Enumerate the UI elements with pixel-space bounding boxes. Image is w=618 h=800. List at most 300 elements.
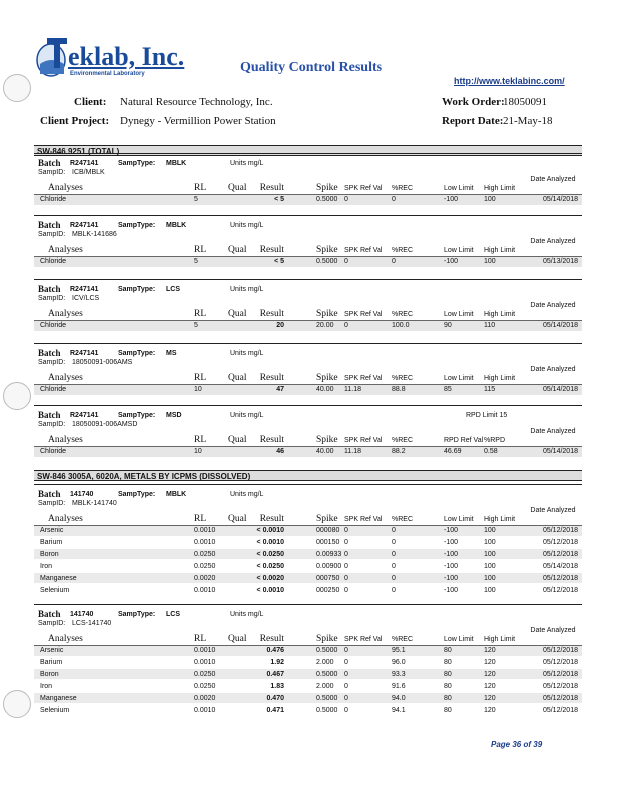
- cell-spike: 000150: [316, 539, 340, 546]
- samp-id-value: MBLK-141740: [72, 500, 117, 507]
- section-title: SW-846 9251 (TOTAL): [34, 145, 582, 156]
- samp-type-label: SampType:: [118, 350, 156, 357]
- logo-text: eklab, Inc.: [68, 42, 185, 71]
- cell-col8: 80: [444, 647, 452, 654]
- cell-rec: 0: [392, 539, 396, 546]
- section-title: SW-846 3005A, 6020A, METALS BY ICPMS (DISSOLVED): [34, 470, 582, 481]
- column-header-result: Result: [259, 183, 284, 193]
- teklab-logo-icon: [36, 34, 66, 78]
- cell-rl: 5: [194, 258, 198, 265]
- cell-rl: 5: [194, 196, 198, 203]
- cell-result: 46: [276, 448, 284, 455]
- cell-spike: 0.00933: [316, 551, 342, 558]
- column-header-rl: RL: [194, 634, 207, 644]
- batch-id: R247141: [70, 160, 99, 167]
- samp-type-label: SampType:: [118, 611, 156, 618]
- batch-label: Batch: [38, 410, 61, 420]
- cell-result: 0.470: [266, 695, 284, 702]
- column-header-analyte: Analyses: [48, 245, 83, 255]
- rpd-limit: RPD Limit 15: [466, 412, 508, 419]
- cell-rec: 88.2: [392, 448, 406, 455]
- batch-id: R247141: [70, 222, 99, 229]
- cell-analyte: Chloride: [40, 196, 67, 203]
- cell-spk-ref-val: 0: [344, 587, 348, 594]
- cell-result: < 0.0250: [256, 551, 284, 558]
- cell-spk-ref-val: 0: [344, 563, 348, 570]
- column-header-qual: Qual: [228, 183, 247, 193]
- cell-spike: 000080: [316, 527, 340, 534]
- column-header-analyte: Analyses: [48, 373, 83, 383]
- cell-col8: -100: [444, 527, 459, 534]
- column-header-date: Date Analyzed: [530, 238, 576, 245]
- table-row: [34, 525, 582, 536]
- website-link[interactable]: http://www.teklabinc.com/: [454, 76, 565, 86]
- cell-rl: 10: [194, 448, 202, 455]
- column-header-date: Date Analyzed: [530, 176, 576, 183]
- cell-rec: 93.3: [392, 671, 406, 678]
- samp-type-value: MS: [166, 350, 177, 357]
- cell-result: 0.471: [266, 707, 284, 714]
- table-row: [34, 705, 582, 715]
- logo-subtitle: Environmental Laboratory: [70, 71, 145, 77]
- cell-date-analyzed: 05/12/2018: [542, 683, 578, 690]
- table-row: [34, 256, 582, 267]
- cell-rec: 0: [392, 258, 396, 265]
- column-header-col8: Low Limit: [444, 247, 474, 254]
- column-header-analyte: Analyses: [48, 309, 83, 319]
- cell-spike: 2.000: [316, 683, 334, 690]
- units-label: Units mg/L: [230, 611, 264, 618]
- cell-rec: 96.0: [392, 659, 406, 666]
- cell-rl: 0.0010: [194, 539, 216, 546]
- cell-rec: 0: [392, 575, 396, 582]
- client-value: Natural Resource Technology, Inc.: [120, 96, 273, 108]
- work-order-value: 18050091: [503, 96, 547, 108]
- column-header-spk-ref-val: SPK Ref Val: [344, 516, 383, 523]
- cell-spk-ref-val: 0: [344, 539, 348, 546]
- cell-spk-ref-val: 0: [344, 322, 348, 329]
- samp-type-label: SampType:: [118, 160, 156, 167]
- cell-rec: 94.0: [392, 695, 406, 702]
- cell-col8: 80: [444, 671, 452, 678]
- qc-batch-block: [34, 405, 582, 470]
- cell-spk-ref-val: 0: [344, 683, 348, 690]
- batch-id: R247141: [70, 412, 99, 419]
- cell-rl: 0.0010: [194, 527, 216, 534]
- samp-type-value: MBLK: [166, 491, 187, 498]
- cell-analyte: Boron: [40, 671, 59, 678]
- cell-spike: 000750: [316, 575, 340, 582]
- cell-rec: 0: [392, 527, 396, 534]
- column-header-qual: Qual: [228, 309, 247, 319]
- cell-result: 47: [276, 386, 284, 393]
- cell-rec: 95.1: [392, 647, 406, 654]
- cell-rec: 100.0: [392, 322, 410, 329]
- units-label: Units mg/L: [230, 491, 264, 498]
- column-header-rl: RL: [194, 245, 207, 255]
- cell-col9: 120: [484, 707, 496, 714]
- cell-date-analyzed: 05/12/2018: [542, 671, 578, 678]
- cell-rl: 5: [194, 322, 198, 329]
- cell-col9: 120: [484, 695, 496, 702]
- column-header-result: Result: [259, 309, 284, 319]
- qc-batch-block: [34, 484, 582, 609]
- qc-batch-block: [34, 215, 582, 280]
- column-header-rec: %REC: [392, 185, 414, 192]
- cell-result: < 5: [274, 196, 284, 203]
- cell-date-analyzed: 05/12/2018: [542, 707, 578, 714]
- cell-col8: 90: [444, 322, 452, 329]
- cell-result: 20: [276, 322, 284, 329]
- cell-col9: 100: [484, 551, 496, 558]
- units-label: Units mg/L: [230, 286, 264, 293]
- cell-col8: 80: [444, 683, 452, 690]
- column-header-col8: Low Limit: [444, 311, 474, 318]
- column-header-qual: Qual: [228, 435, 247, 445]
- punch-hole: [3, 382, 31, 410]
- column-header-result: Result: [259, 435, 284, 445]
- page-number: Page 36 of 39: [491, 740, 543, 749]
- cell-rec: 0: [392, 551, 396, 558]
- cell-analyte: Selenium: [40, 587, 70, 594]
- cell-rec: 0: [392, 196, 396, 203]
- cell-rl: 0.0010: [194, 707, 216, 714]
- table-row: [34, 446, 582, 457]
- cell-analyte: Arsenic: [40, 527, 64, 534]
- cell-col8: 80: [444, 707, 452, 714]
- column-header-spk-ref-val: SPK Ref Val: [344, 636, 383, 643]
- table-row: [34, 585, 582, 595]
- column-header-date: Date Analyzed: [530, 302, 576, 309]
- samp-id-label: SampID:: [38, 421, 66, 428]
- cell-spike: 0.5000: [316, 671, 338, 678]
- cell-col8: -100: [444, 563, 459, 570]
- column-header-rec: %REC: [392, 636, 414, 643]
- cell-spike: 2.000: [316, 659, 334, 666]
- cell-rl: 0.0250: [194, 551, 216, 558]
- batch-label: Batch: [38, 284, 61, 294]
- cell-analyte: Arsenic: [40, 647, 64, 654]
- batch-id: 141740: [70, 611, 94, 618]
- column-header-col8: Low Limit: [444, 185, 474, 192]
- cell-col8: -100: [444, 196, 459, 203]
- column-header-col8: Low Limit: [444, 516, 474, 523]
- column-header-spike: Spike: [316, 634, 338, 644]
- cell-rl: 0.0010: [194, 659, 216, 666]
- column-header-col8: RPD Ref Val: [444, 437, 484, 444]
- cell-date-analyzed: 05/12/2018: [542, 659, 578, 666]
- column-header-date: Date Analyzed: [530, 627, 576, 634]
- column-header-result: Result: [259, 245, 284, 255]
- cell-rl: 0.0250: [194, 563, 216, 570]
- cell-spk-ref-val: 0: [344, 695, 348, 702]
- column-header-qual: Qual: [228, 245, 247, 255]
- cell-date-analyzed: 05/14/2018: [542, 386, 578, 393]
- table-row: [34, 561, 582, 571]
- column-header-rl: RL: [194, 373, 207, 383]
- batch-id: R247141: [70, 286, 99, 293]
- samp-id-label: SampID:: [38, 295, 66, 302]
- batch-id: R247141: [70, 350, 99, 357]
- column-header-rl: RL: [194, 309, 207, 319]
- punch-hole: [3, 74, 31, 102]
- cell-col9: 100: [484, 196, 496, 203]
- table-row: [34, 693, 582, 703]
- column-header-result: Result: [259, 514, 284, 524]
- cell-result: < 0.0010: [256, 539, 284, 546]
- table-row: [34, 384, 582, 395]
- batch-label: Batch: [38, 220, 61, 230]
- samp-id-value: ICV/LCS: [72, 295, 100, 302]
- column-header-rec: %REC: [392, 375, 414, 382]
- cell-rl: 0.0250: [194, 683, 216, 690]
- qc-batch-block: [34, 153, 582, 218]
- cell-spk-ref-val: 11.18: [344, 386, 361, 393]
- cell-spk-ref-val: 0: [344, 575, 348, 582]
- report-date-label: Report Date:: [442, 115, 504, 127]
- cell-rec: 91.6: [392, 683, 406, 690]
- column-header-spike: Spike: [316, 183, 338, 193]
- cell-col8: 46.69: [444, 448, 462, 455]
- column-header-rec: %REC: [392, 437, 414, 444]
- column-header-col8: Low Limit: [444, 636, 474, 643]
- qc-batch-block: [34, 343, 582, 408]
- cell-rl: 0.0020: [194, 575, 216, 582]
- cell-col9: 120: [484, 671, 496, 678]
- cell-spk-ref-val: 0: [344, 196, 348, 203]
- cell-col8: -100: [444, 587, 459, 594]
- column-header-spk-ref-val: SPK Ref Val: [344, 247, 383, 254]
- samp-type-value: MBLK: [166, 160, 187, 167]
- qc-batch-block: [34, 279, 582, 344]
- table-row: [34, 537, 582, 547]
- column-header-spike: Spike: [316, 435, 338, 445]
- column-header-analyte: Analyses: [48, 514, 83, 524]
- cell-analyte: Manganese: [40, 575, 77, 582]
- column-header-col9: High Limit: [484, 516, 516, 523]
- cell-result: 1.92: [270, 659, 284, 666]
- cell-col8: -100: [444, 258, 459, 265]
- cell-col9: 115: [484, 386, 496, 393]
- column-header-spike: Spike: [316, 514, 338, 524]
- cell-rl: 0.0250: [194, 671, 216, 678]
- cell-analyte: Iron: [40, 683, 53, 690]
- samp-id-label: SampID:: [38, 169, 66, 176]
- cell-analyte: Chloride: [40, 448, 67, 455]
- cell-analyte: Iron: [40, 563, 53, 570]
- column-header-rec: %REC: [392, 247, 414, 254]
- cell-spk-ref-val: 0: [344, 258, 348, 265]
- column-header-rec: %REC: [392, 516, 414, 523]
- cell-date-analyzed: 05/12/2018: [542, 539, 578, 546]
- cell-date-analyzed: 05/12/2018: [542, 527, 578, 534]
- cell-col9: 110: [484, 322, 496, 329]
- cell-date-analyzed: 05/12/2018: [542, 587, 578, 594]
- samp-type-label: SampType:: [118, 222, 156, 229]
- column-header-rl: RL: [194, 514, 207, 524]
- cell-analyte: Barium: [40, 659, 63, 666]
- column-header-date: Date Analyzed: [530, 428, 576, 435]
- cell-date-analyzed: 05/13/2018: [542, 258, 578, 265]
- samp-type-value: MBLK: [166, 222, 187, 229]
- cell-analyte: Boron: [40, 551, 59, 558]
- cell-col9: 100: [484, 563, 496, 570]
- cell-result: 0.467: [266, 671, 284, 678]
- samp-id-value: ICB/MBLK: [72, 169, 105, 176]
- cell-rl: 0.0020: [194, 695, 216, 702]
- cell-col9: 100: [484, 539, 496, 546]
- cell-result: < 0.0010: [256, 527, 284, 534]
- column-header-analyte: Analyses: [48, 634, 83, 644]
- column-header-qual: Qual: [228, 514, 247, 524]
- cell-result: 0.476: [266, 647, 284, 654]
- samp-id-label: SampID:: [38, 500, 66, 507]
- batch-label: Batch: [38, 158, 61, 168]
- column-header-col9: High Limit: [484, 247, 516, 254]
- cell-spike: 0.5000: [316, 196, 338, 203]
- column-header-col9: High Limit: [484, 311, 516, 318]
- samp-id-value: MBLK-141686: [72, 231, 117, 238]
- units-label: Units mg/L: [230, 350, 264, 357]
- report-date-value: 21-May-18: [503, 115, 553, 127]
- column-header-result: Result: [259, 373, 284, 383]
- cell-spk-ref-val: 11.18: [344, 448, 361, 455]
- cell-col8: -100: [444, 575, 459, 582]
- cell-spk-ref-val: 0: [344, 707, 348, 714]
- cell-col9: 120: [484, 683, 496, 690]
- batch-label: Batch: [38, 489, 61, 499]
- table-row: [34, 657, 582, 667]
- column-header-analyte: Analyses: [48, 435, 83, 445]
- samp-type-value: MSD: [166, 412, 182, 419]
- column-header-col9: High Limit: [484, 375, 516, 382]
- cell-col8: 80: [444, 659, 452, 666]
- batch-label: Batch: [38, 609, 61, 619]
- cell-rl: 10: [194, 386, 202, 393]
- cell-analyte: Chloride: [40, 322, 67, 329]
- cell-spike: 0.5000: [316, 695, 338, 702]
- cell-col9: 100: [484, 575, 496, 582]
- units-label: Units mg/L: [230, 160, 264, 167]
- cell-col9: 100: [484, 258, 496, 265]
- cell-rl: 0.0010: [194, 647, 216, 654]
- cell-col9: 120: [484, 659, 496, 666]
- column-header-spike: Spike: [316, 245, 338, 255]
- cell-spk-ref-val: 0: [344, 659, 348, 666]
- samp-type-label: SampType:: [118, 286, 156, 293]
- cell-result: < 5: [274, 258, 284, 265]
- work-order-label: Work Order:: [442, 96, 505, 108]
- cell-col9: 100: [484, 587, 496, 594]
- samp-id-label: SampID:: [38, 359, 66, 366]
- column-header-col8: Low Limit: [444, 375, 474, 382]
- samp-id-label: SampID:: [38, 620, 66, 627]
- column-header-col9: High Limit: [484, 185, 516, 192]
- table-row: [34, 194, 582, 205]
- cell-spk-ref-val: 0: [344, 647, 348, 654]
- cell-date-analyzed: 05/14/2018: [542, 448, 578, 455]
- batch-id: 141740: [70, 491, 94, 498]
- samp-type-value: LCS: [166, 611, 180, 618]
- column-header-col9: %RPD: [484, 437, 506, 444]
- samp-id-label: SampID:: [38, 231, 66, 238]
- cell-spike: 40.00: [316, 448, 334, 455]
- units-label: Units mg/L: [230, 412, 264, 419]
- table-row: [34, 681, 582, 691]
- column-header-analyte: Analyses: [48, 183, 83, 193]
- cell-result: < 0.0250: [256, 563, 284, 570]
- cell-date-analyzed: 05/14/2018: [542, 563, 578, 570]
- cell-spk-ref-val: 0: [344, 551, 348, 558]
- cell-result: < 0.0010: [256, 587, 284, 594]
- cell-spike: 0.5000: [316, 707, 338, 714]
- batch-label: Batch: [38, 348, 61, 358]
- column-header-spk-ref-val: SPK Ref Val: [344, 185, 383, 192]
- column-header-qual: Qual: [228, 634, 247, 644]
- cell-date-analyzed: 05/12/2018: [542, 695, 578, 702]
- cell-date-analyzed: 05/12/2018: [542, 551, 578, 558]
- cell-result: 1.83: [270, 683, 284, 690]
- cell-rec: 94.1: [392, 707, 406, 714]
- samp-type-label: SampType:: [118, 412, 156, 419]
- cell-rec: 88.8: [392, 386, 406, 393]
- cell-spike: 20.00: [316, 322, 334, 329]
- column-header-col9: High Limit: [484, 636, 516, 643]
- column-header-rl: RL: [194, 435, 207, 445]
- cell-date-analyzed: 05/12/2018: [542, 647, 578, 654]
- samp-id-value: LCS-141740: [72, 620, 112, 627]
- cell-date-analyzed: 05/14/2018: [542, 196, 578, 203]
- cell-spike: 000250: [316, 587, 340, 594]
- cell-col9: 0.58: [484, 448, 498, 455]
- cell-col8: -100: [444, 539, 459, 546]
- cell-col8: 80: [444, 695, 452, 702]
- cell-analyte: Chloride: [40, 258, 67, 265]
- samp-type-label: SampType:: [118, 491, 156, 498]
- cell-rl: 0.0010: [194, 587, 216, 594]
- cell-analyte: Barium: [40, 539, 63, 546]
- column-header-spk-ref-val: SPK Ref Val: [344, 375, 383, 382]
- samp-id-value: 18050091-006AMSD: [72, 421, 138, 428]
- table-row: [34, 573, 582, 583]
- cell-analyte: Selenium: [40, 707, 70, 714]
- project-value: Dynegy - Vermillion Power Station: [120, 115, 276, 127]
- column-header-date: Date Analyzed: [530, 507, 576, 514]
- table-row: [34, 645, 582, 656]
- samp-type-value: LCS: [166, 286, 180, 293]
- column-header-qual: Qual: [228, 373, 247, 383]
- cell-col9: 120: [484, 647, 496, 654]
- column-header-spike: Spike: [316, 373, 338, 383]
- cell-analyte: Chloride: [40, 386, 67, 393]
- cell-spike: 0.5000: [316, 258, 338, 265]
- cell-date-analyzed: 05/12/2018: [542, 575, 578, 582]
- column-header-rl: RL: [194, 183, 207, 193]
- column-header-spike: Spike: [316, 309, 338, 319]
- cell-col8: -100: [444, 551, 459, 558]
- table-row: [34, 320, 582, 331]
- cell-spike: 0.5000: [316, 647, 338, 654]
- column-header-spk-ref-val: SPK Ref Val: [344, 437, 383, 444]
- cell-date-analyzed: 05/14/2018: [542, 322, 578, 329]
- table-row: [34, 549, 582, 559]
- cell-col8: 85: [444, 386, 452, 393]
- cell-result: < 0.0020: [256, 575, 284, 582]
- client-label: Client:: [74, 96, 107, 108]
- cell-spike: 40.00: [316, 386, 334, 393]
- cell-spike: 0.00900: [316, 563, 342, 570]
- column-header-spk-ref-val: SPK Ref Val: [344, 311, 383, 318]
